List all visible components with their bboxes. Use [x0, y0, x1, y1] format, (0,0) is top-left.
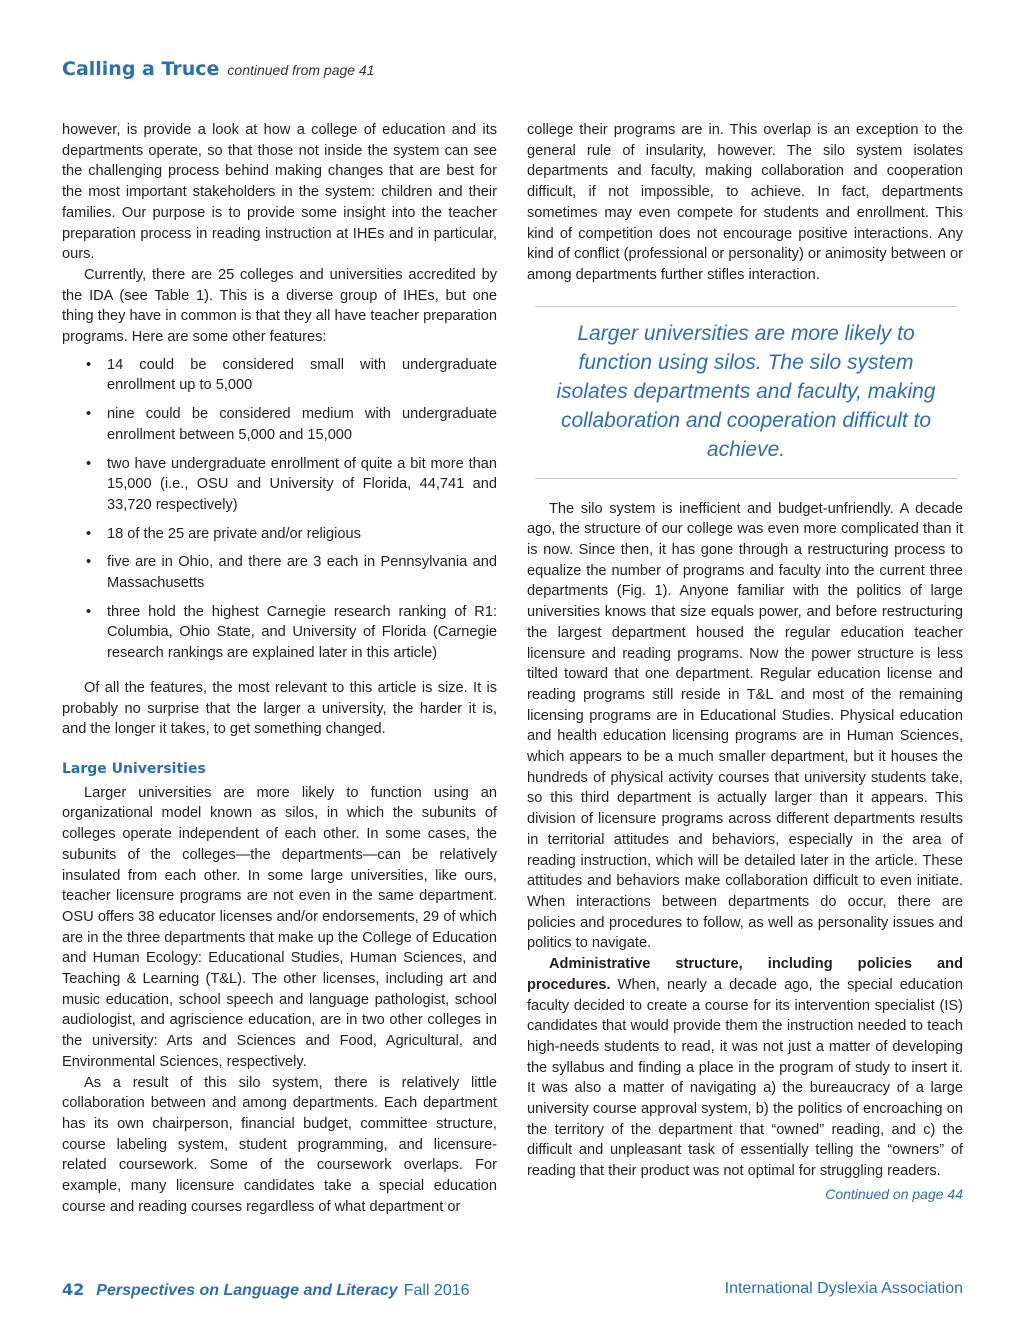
list-item: • 14 could be considered small with undergraduate enrollment up to 5,000 — [86, 355, 497, 396]
paragraph-body: When, nearly a decade ago, the special education faculty decided to create a course for its intervention specialist (IS) candidates that would provide them the instruction needed to teach high-needs students to read, it was not just a matter of developing the syllabus and finding a place in the program of study to insert it. It was also a matter of navigating a) the bureaucracy of a large university course approval system, b) the politics of encroaching on the territory of the department that “owned” reading, and c) the difficult and unpleasant task of essentially telling the “owners” of reading that their product was not optimal for struggling readers. — [527, 976, 963, 1180]
article-title: Calling a Truce — [62, 58, 220, 80]
left-column — [62, 120, 497, 1217]
paragraph: however, is provide a look at how a college of education and its departments operate, so that those not inside the system can see the challenging process behind making changes that are best for the most important stakeholders in the system: children and their families. Our purpose is to provide some insight into the teacher preparation process in reading instruction at IHEs and in particular, ours. — [62, 122, 497, 263]
right-column — [527, 120, 963, 1205]
paragraph: As a result of this silo system, there is relatively little collaboration between and among departments. Each department has its own chairperson, financial budget, committee structure, course labeling system, student programming, and licensure-related coursework. Some of the coursework overlaps. For example, many licensure candidates take a special education course and reading courses regardless of what department or — [62, 1074, 497, 1215]
paragraph: Larger universities are more likely to function using an organizational model known as silos, in which the subunits of colleges operate independent of each other. In some cases, the subunits of the colleges—the departments—can be relatively insulated from each other. In some large universities, like ours, teacher licensure programs are not even in the same department. OSU offers 38 educator licenses and/or endorsements, 29 of which are in the three departments that make up the College of Education and Human Ecology: Educational Studies, Human Sciences, and Teaching & Learning (T&L). The other licenses, including art and music education, school speech and language pathologist, school audiologist, and agriscience education, are in two other colleges in the university: Arts and Sciences and Food, Agricultural, and Environmental Sciences, respectively. — [62, 784, 497, 1070]
pull-quote: Larger universities are more likely to function using silos. The silo system isolates departments and faculty, making collaboration and cooperation difficult to achieve. — [535, 306, 957, 479]
journal-title: Perspectives on Language and Literacy — [96, 1282, 398, 1299]
paragraph — [527, 954, 963, 1182]
list-item: • two have undergraduate enrollment of quite a bit more than 15,000 (i.e., OSU and University of Florida, 44,741 and 33,720 respectively) — [86, 454, 497, 516]
run-in-heading: Administrative structure, including policies and procedures. — [527, 956, 963, 993]
page-footer — [62, 1280, 963, 1300]
paragraph: Currently, there are 25 colleges and universities accredited by the IDA (see Table 1). This is a diverse group of IHEs, but one thing they have in common is that they all have teacher preparation programs. Here are some other features: — [62, 266, 497, 346]
issue-label: Fall 2016 — [403, 1282, 470, 1299]
organization-name: International Dyslexia Association — [724, 1280, 963, 1297]
list-item: • five are in Ohio, and there are 3 each in Pennsylvania and Massachusetts — [86, 552, 497, 593]
list-item: • nine could be considered medium with undergraduate enrollment between 5,000 and 15,000 — [86, 404, 497, 445]
continued-from-note: continued from page 41 — [227, 62, 375, 78]
features-list — [86, 355, 497, 664]
page-number: 42 — [62, 1280, 85, 1299]
running-header — [62, 58, 375, 80]
list-item: • 18 of the 25 are private and/or religious — [86, 524, 497, 545]
section-heading: Large Universities — [62, 760, 206, 777]
paragraph: college their programs are in. This overlap is an exception to the general rule of insularity, however. The silo system isolates departments and faculty, making collaboration and cooperation difficult, if not impossible, to achieve. In fact, departments sometimes may even compete for students and enrollment. This kind of competition does not encourage positive interactions. Any kind of conflict (professional or personality) or animosity between or among departments further stifles interaction. — [527, 122, 963, 283]
paragraph: The silo system is inefficient and budget-unfriendly. A decade ago, the structure of our college was even more complicated than it is now. Since then, it has gone through a restructuring process to equalize the number of programs and faculty into the current three departments (Fig. 1). Anyone familiar with the politics of large universities knows that size equals power, and before restructuring the largest department housed the regular education teacher licensure and reading programs. Now the power structure is less tilted toward that one department. Regular education license and reading programs still reside in T&L and most of the remaining licensing programs are in Educational Studies. Physical education and health education licensing programs are in Human Sciences, which appears to be a much smaller department, but it houses the hundreds of physical activity courses that university students take, so this third department is actually larger than it appears. This division of licensure programs across different departments results in territorial attitudes and behaviors, especially in the area of reading instruction, which will be detailed later in the article. These attitudes and behaviors make collaboration difficult to even initiate. When interactions between departments do occur, there are policies and procedures to follow, as well as personality issues and politics to navigate. — [527, 500, 963, 952]
continued-on-note: Continued on page 44 — [825, 1185, 963, 1202]
list-item: • three hold the highest Carnegie research ranking of R1: Columbia, Ohio State, and University of Florida (Carnegie research rankings are explained later in this article) — [86, 602, 497, 664]
paragraph: Of all the features, the most relevant to this article is size. It is probably no surprise that the larger a university, the harder it is, and the longer it takes, to get something changed. — [62, 679, 497, 738]
